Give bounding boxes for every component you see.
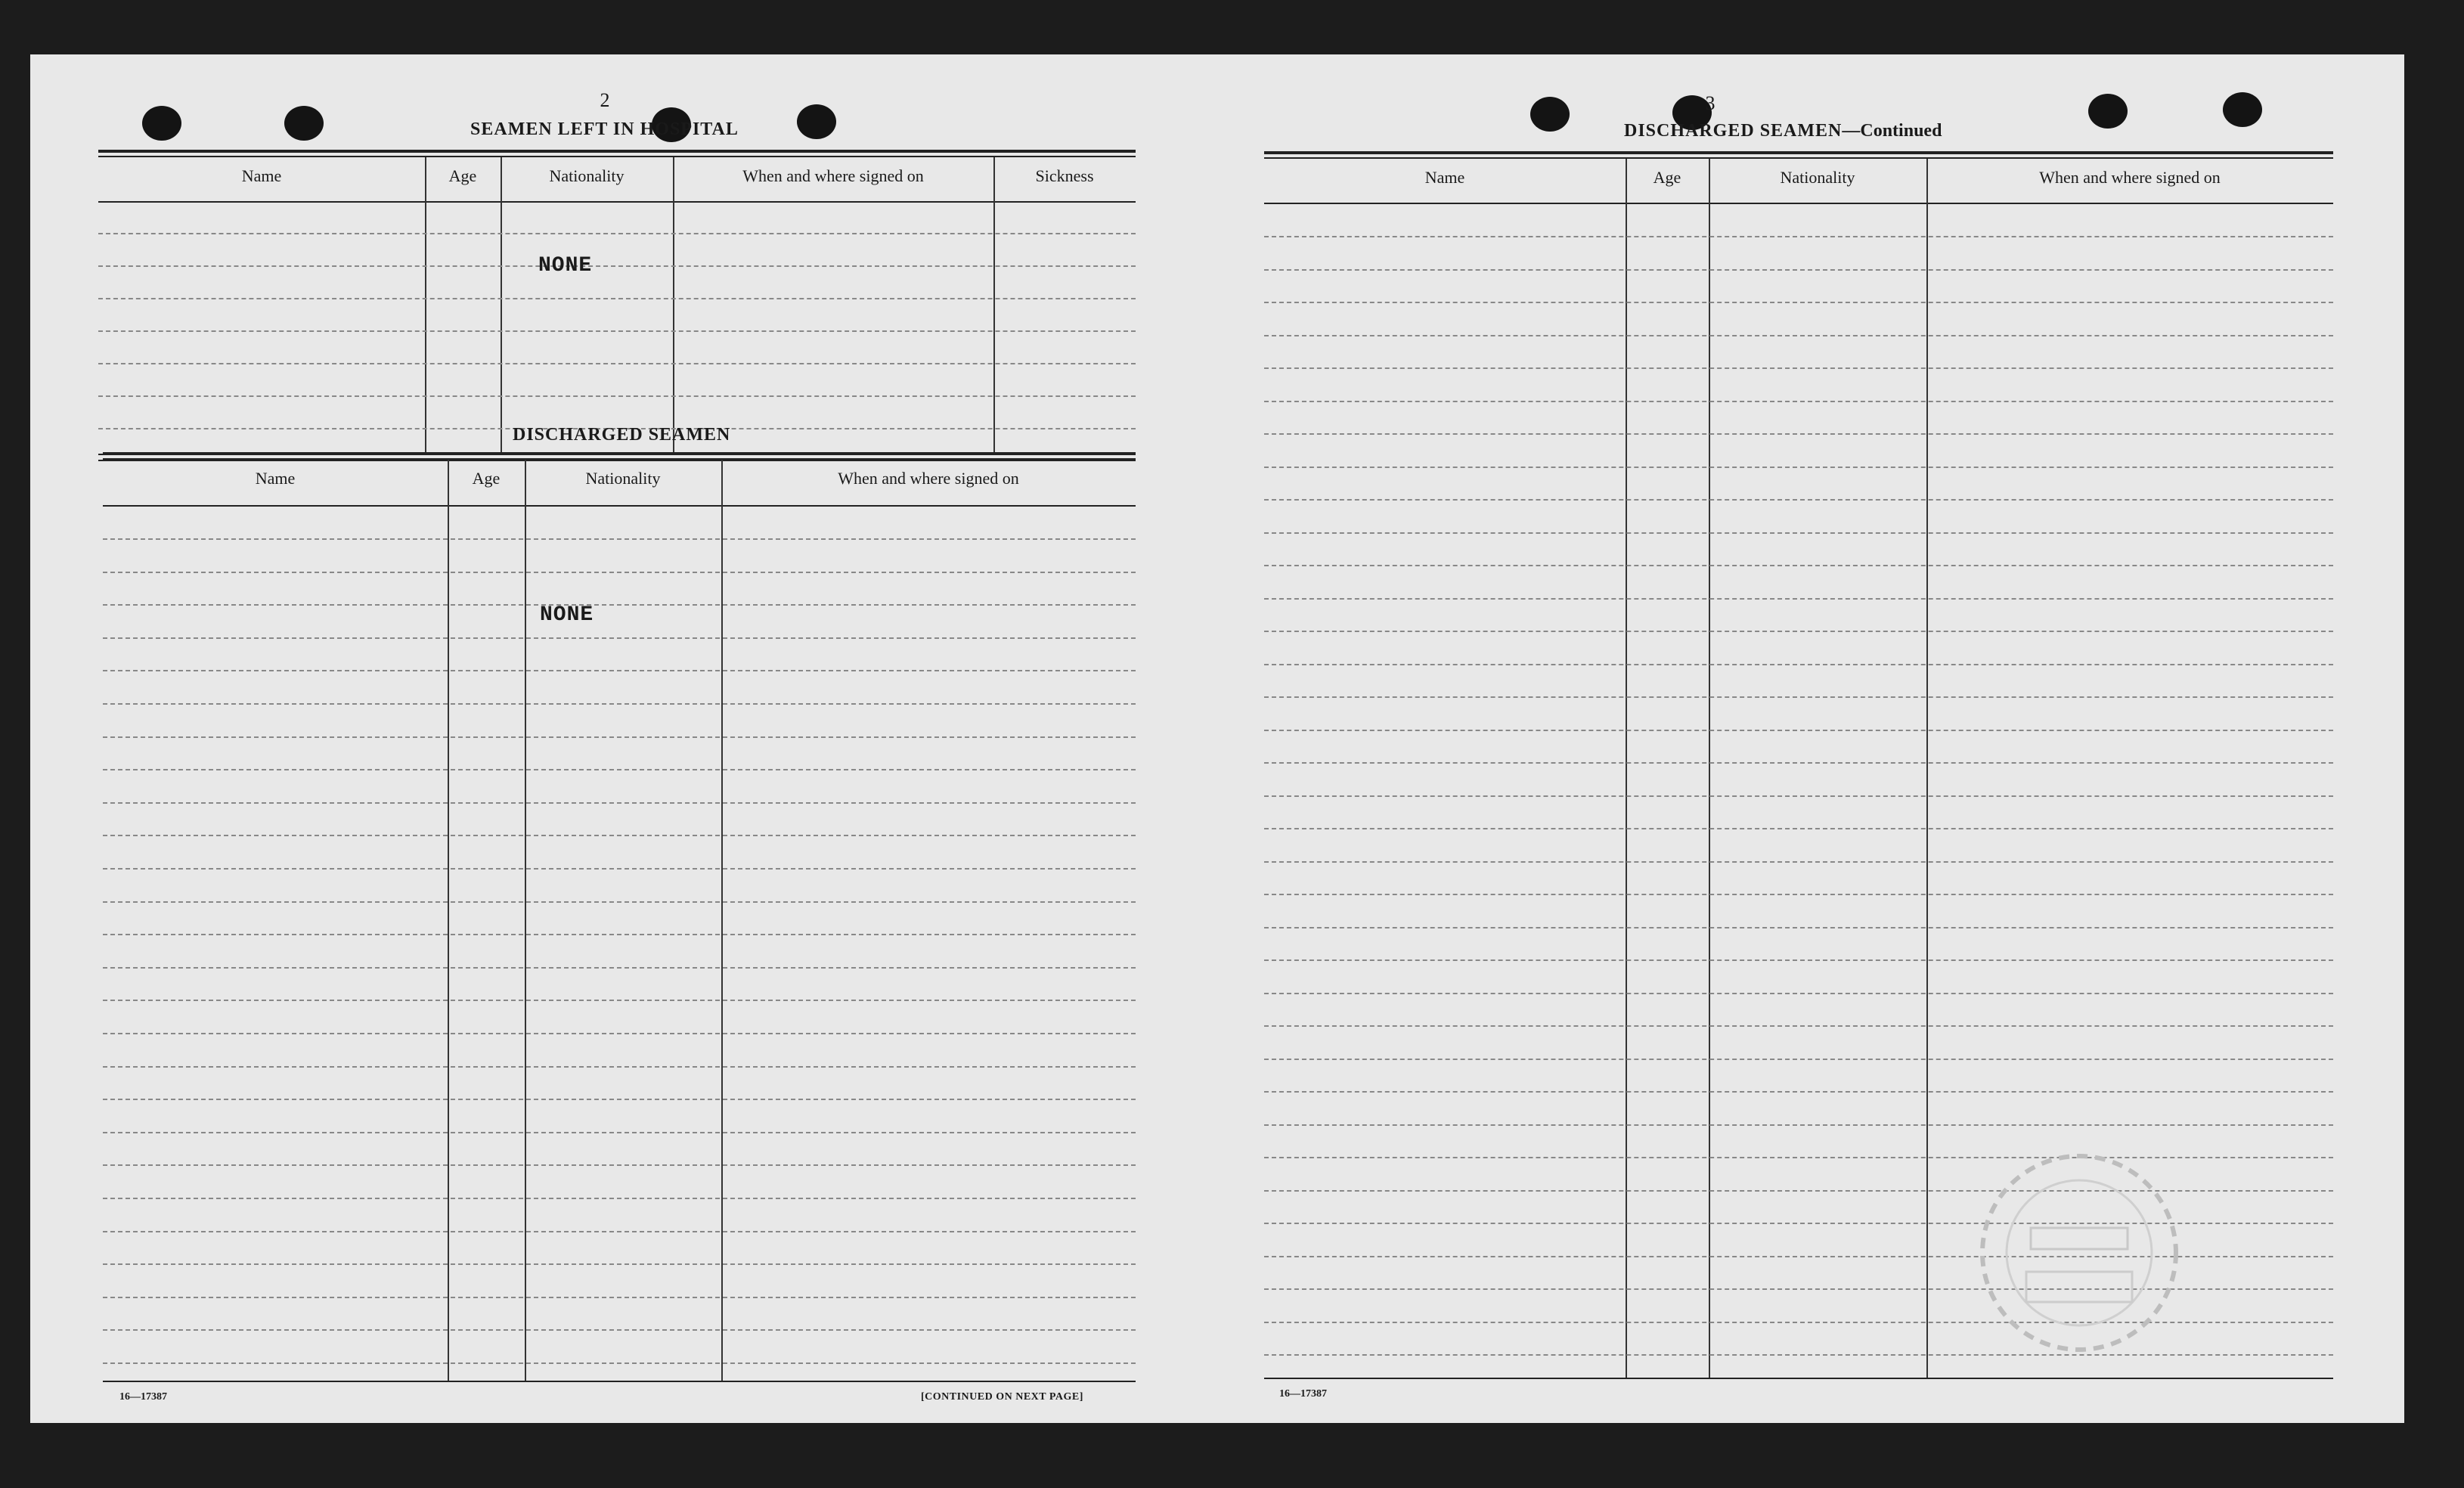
- title-suffix: —Continued: [1842, 121, 1942, 141]
- table-row-line: [1264, 401, 2333, 402]
- table-row-line: [103, 934, 1136, 935]
- punch-hole: [2088, 94, 2128, 129]
- column-header-name: Name: [255, 469, 296, 488]
- table-row-line: [103, 572, 1136, 573]
- none-entry: NONE: [540, 603, 594, 627]
- column-divider: [673, 157, 674, 455]
- column-divider: [525, 460, 526, 1381]
- table-row-line: [98, 330, 1136, 332]
- table-row-line: [1264, 993, 2333, 994]
- table-top-rule: [98, 156, 1136, 157]
- hospital-section-title: SEAMEN LEFT IN HOSPITAL: [470, 119, 739, 139]
- table-row-line: [1264, 1091, 2333, 1093]
- table-row-line: [103, 1362, 1136, 1364]
- table-row-line: [1264, 565, 2333, 566]
- table-row-line: [1264, 467, 2333, 468]
- table-row-line: [1264, 335, 2333, 336]
- table-row-line: [98, 363, 1136, 364]
- punch-hole: [284, 106, 324, 141]
- column-divider: [1626, 159, 1627, 1378]
- header-rule: [98, 201, 1136, 203]
- table-bottom-rule: [1264, 1378, 2333, 1379]
- table-row-line: [103, 901, 1136, 903]
- punch-hole: [142, 106, 181, 141]
- table-row-line: [103, 736, 1136, 738]
- column-header-age: Age: [448, 166, 477, 185]
- page-number: 2: [600, 89, 610, 111]
- table-row-line: [103, 1066, 1136, 1068]
- table-top-rule: [1264, 151, 2333, 154]
- table-row-line: [103, 1198, 1136, 1199]
- table-bottom-rule: [98, 460, 1136, 461]
- header-rule: [1264, 203, 2333, 204]
- table-row-line: [103, 670, 1136, 671]
- table-row-line: [103, 1297, 1136, 1298]
- table-row-line: [1264, 302, 2333, 303]
- table-row-line: [1264, 861, 2333, 863]
- table-row-line: [1264, 1025, 2333, 1027]
- column-header-sickness: Sickness: [1035, 166, 1094, 185]
- table-row-line: [103, 868, 1136, 870]
- document-sheet: [30, 54, 2404, 1423]
- column-header-age: Age: [1653, 168, 1681, 187]
- table-row-line: [103, 604, 1136, 606]
- discharged-section-title: DISCHARGED SEAMEN: [513, 425, 731, 445]
- table-row-line: [1264, 762, 2333, 764]
- table-row-line: [103, 1033, 1136, 1034]
- table-top-rule: [103, 458, 1136, 460]
- table-row-line: [1264, 1059, 2333, 1060]
- table-row-line: [103, 802, 1136, 804]
- table-row-line: [1264, 598, 2333, 600]
- table-row-line: [1264, 236, 2333, 237]
- table-row-line: [103, 637, 1136, 639]
- form-number: 16—17387: [1279, 1388, 1327, 1400]
- table-row-line: [1264, 664, 2333, 665]
- table-row-line: [1264, 367, 2333, 369]
- none-entry: NONE: [538, 254, 593, 277]
- header-rule: [103, 505, 1136, 507]
- column-header-name: Name: [241, 166, 282, 185]
- punch-hole: [2223, 92, 2262, 127]
- column-header-name: Name: [1424, 168, 1465, 187]
- continued-note: [CONTINUED ON NEXT PAGE]: [921, 1391, 1083, 1403]
- column-header-signed-on: When and where signed on: [838, 469, 1019, 488]
- table-row-line: [103, 1164, 1136, 1166]
- received-stamp: [1966, 1143, 2193, 1362]
- title-text: DISCHARGED SEAMEN: [1624, 121, 1843, 141]
- punch-hole: [797, 104, 836, 139]
- table-row-line: [1264, 894, 2333, 895]
- table-row-line: [1264, 499, 2333, 501]
- table-row-line: [1264, 696, 2333, 698]
- table-row-line: [1264, 927, 2333, 928]
- table-row-line: [103, 835, 1136, 836]
- column-header-nationality: Nationality: [585, 469, 661, 488]
- column-divider: [501, 157, 502, 455]
- table-row-line: [1264, 730, 2333, 731]
- table-row-line: [1264, 1124, 2333, 1126]
- column-header-nationality: Nationality: [549, 166, 625, 185]
- table-row-line: [1264, 795, 2333, 797]
- table-top-rule: [1264, 157, 2333, 159]
- table-row-line: [103, 703, 1136, 705]
- table-row-line: [103, 1000, 1136, 1001]
- column-divider: [1709, 159, 1710, 1378]
- table-row-line: [98, 265, 1136, 267]
- table-row-line: [1264, 269, 2333, 271]
- table-top-rule: [103, 452, 1136, 455]
- column-divider: [721, 460, 723, 1381]
- table-row-line: [103, 1263, 1136, 1265]
- column-header-age: Age: [472, 469, 501, 488]
- table-row-line: [103, 1231, 1136, 1232]
- discharged-continued-title: [1624, 121, 1942, 141]
- table-row-line: [1264, 532, 2333, 534]
- punch-hole: [1530, 97, 1570, 132]
- column-header-nationality: Nationality: [1780, 168, 1855, 187]
- table-row-line: [98, 298, 1136, 299]
- page-number: 3: [1705, 92, 1716, 114]
- table-row-line: [1264, 828, 2333, 829]
- table-top-rule: [98, 150, 1136, 153]
- column-divider: [448, 460, 449, 1381]
- table-row-line: [103, 1099, 1136, 1100]
- column-divider: [993, 157, 995, 455]
- table-row-line: [1264, 433, 2333, 435]
- table-row-line: [103, 538, 1136, 540]
- column-divider: [1926, 159, 1928, 1378]
- table-row-line: [98, 233, 1136, 234]
- table-row-line: [103, 1132, 1136, 1133]
- form-number: 16—17387: [119, 1391, 167, 1403]
- table-row-line: [103, 967, 1136, 969]
- table-row-line: [1264, 959, 2333, 961]
- column-divider: [425, 157, 426, 455]
- column-header-signed-on: When and where signed on: [742, 166, 924, 185]
- table-row-line: [98, 395, 1136, 397]
- table-row-line: [103, 769, 1136, 770]
- column-header-signed-on: When and where signed on: [2039, 168, 2221, 187]
- table-row-line: [1264, 631, 2333, 632]
- table-bottom-rule: [103, 1381, 1136, 1382]
- table-row-line: [103, 1329, 1136, 1331]
